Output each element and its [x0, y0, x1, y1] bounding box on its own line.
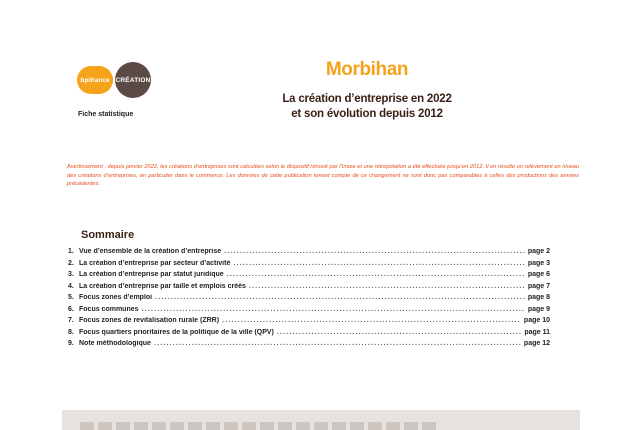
toc-label: Focus communes: [79, 305, 139, 313]
toc-leader: [154, 340, 521, 347]
toc-number: 9.: [68, 340, 74, 347]
toc-number: 8.: [68, 328, 74, 336]
logos: [77, 62, 169, 98]
creation-logo: [115, 62, 151, 98]
toc-number: 6.: [68, 305, 74, 313]
toc-label: La création d’entreprise par taille et emplois créés: [79, 282, 246, 290]
toc-number: 1.: [68, 248, 74, 255]
toc-leader: [249, 283, 525, 290]
page-subtitle: [252, 92, 482, 122]
sommaire-title: Sommaire: [81, 229, 135, 241]
toc-leader: [233, 260, 524, 267]
toc-leader: [277, 329, 521, 336]
toc-leader: [222, 317, 521, 324]
subtitle-line-1: La création d’entreprise en 2022: [282, 93, 452, 105]
toc-label: Vue d’ensemble de la création d’entreprise: [79, 248, 222, 255]
toc-page: page 12: [523, 340, 550, 347]
creation-logo-text: CRÉATION: [115, 76, 151, 84]
toc-item[interactable]: [68, 340, 550, 352]
toc-page: page 6: [527, 271, 550, 278]
toc-page: page 2: [527, 248, 550, 255]
toc-leader: [224, 248, 525, 255]
toc-item[interactable]: [68, 260, 550, 272]
toc-label: Focus quartiers prioritaires de la politique de la ville (QPV): [79, 328, 274, 336]
toc-label: La création d’entreprise par statut juridique: [79, 271, 224, 278]
toc-label: Note méthodologique: [79, 340, 151, 347]
section-header-band: [62, 410, 580, 430]
toc-item[interactable]: [68, 248, 550, 260]
toc-number: 2.: [68, 259, 74, 267]
toc-item[interactable]: [68, 283, 550, 295]
toc-page: page 3: [527, 259, 550, 267]
toc-label: Focus zones de revitalisation rurale (ZRR): [79, 317, 220, 324]
toc-number: 5.: [68, 294, 74, 301]
toc-page: page 9: [527, 305, 550, 313]
toc-number: 4.: [68, 282, 74, 290]
toc-label: La création d’entreprise par secteur d’activité: [79, 259, 231, 267]
table-of-contents: [68, 248, 550, 352]
warning-notice: Avertissement : depuis janvier 2022, les créations d’entreprises sont calculées selon le dispositif rénové par l’Insee et une rétropolation a été effectuée jusqu’en 2012. Il en résulte un relèvement en niveau des créations d’entreprises, en particulier dans le commerce. Les données de cette publication tenant compte de ce changement ne sont donc pas comparables à celles des productions des années précédentes.: [67, 164, 579, 188]
toc-page: page 11: [524, 328, 550, 336]
toc-item[interactable]: [68, 271, 550, 283]
toc-number: 3.: [68, 271, 74, 278]
subtitle-line-2: et son évolution depuis 2012: [291, 108, 443, 120]
toc-leader: [155, 294, 525, 301]
toc-page: page 7: [527, 282, 550, 290]
toc-label: Focus zones d’emploi: [79, 294, 153, 301]
cropped-heading-text: [80, 422, 440, 430]
toc-item[interactable]: [68, 317, 550, 329]
toc-page: page 8: [527, 294, 550, 301]
toc-leader: [142, 306, 525, 313]
toc-item[interactable]: [68, 306, 550, 318]
bpifrance-logo-text: bpifrance: [80, 76, 110, 84]
toc-leader: [227, 271, 525, 278]
fiche-caption: Fiche statistique: [78, 111, 134, 118]
page-title: Morbihan: [325, 59, 409, 80]
toc-number: 7.: [68, 317, 74, 324]
toc-page: page 10: [523, 317, 550, 324]
toc-item[interactable]: [68, 294, 550, 306]
toc-item[interactable]: [68, 329, 550, 341]
bpifrance-logo: [77, 66, 113, 94]
